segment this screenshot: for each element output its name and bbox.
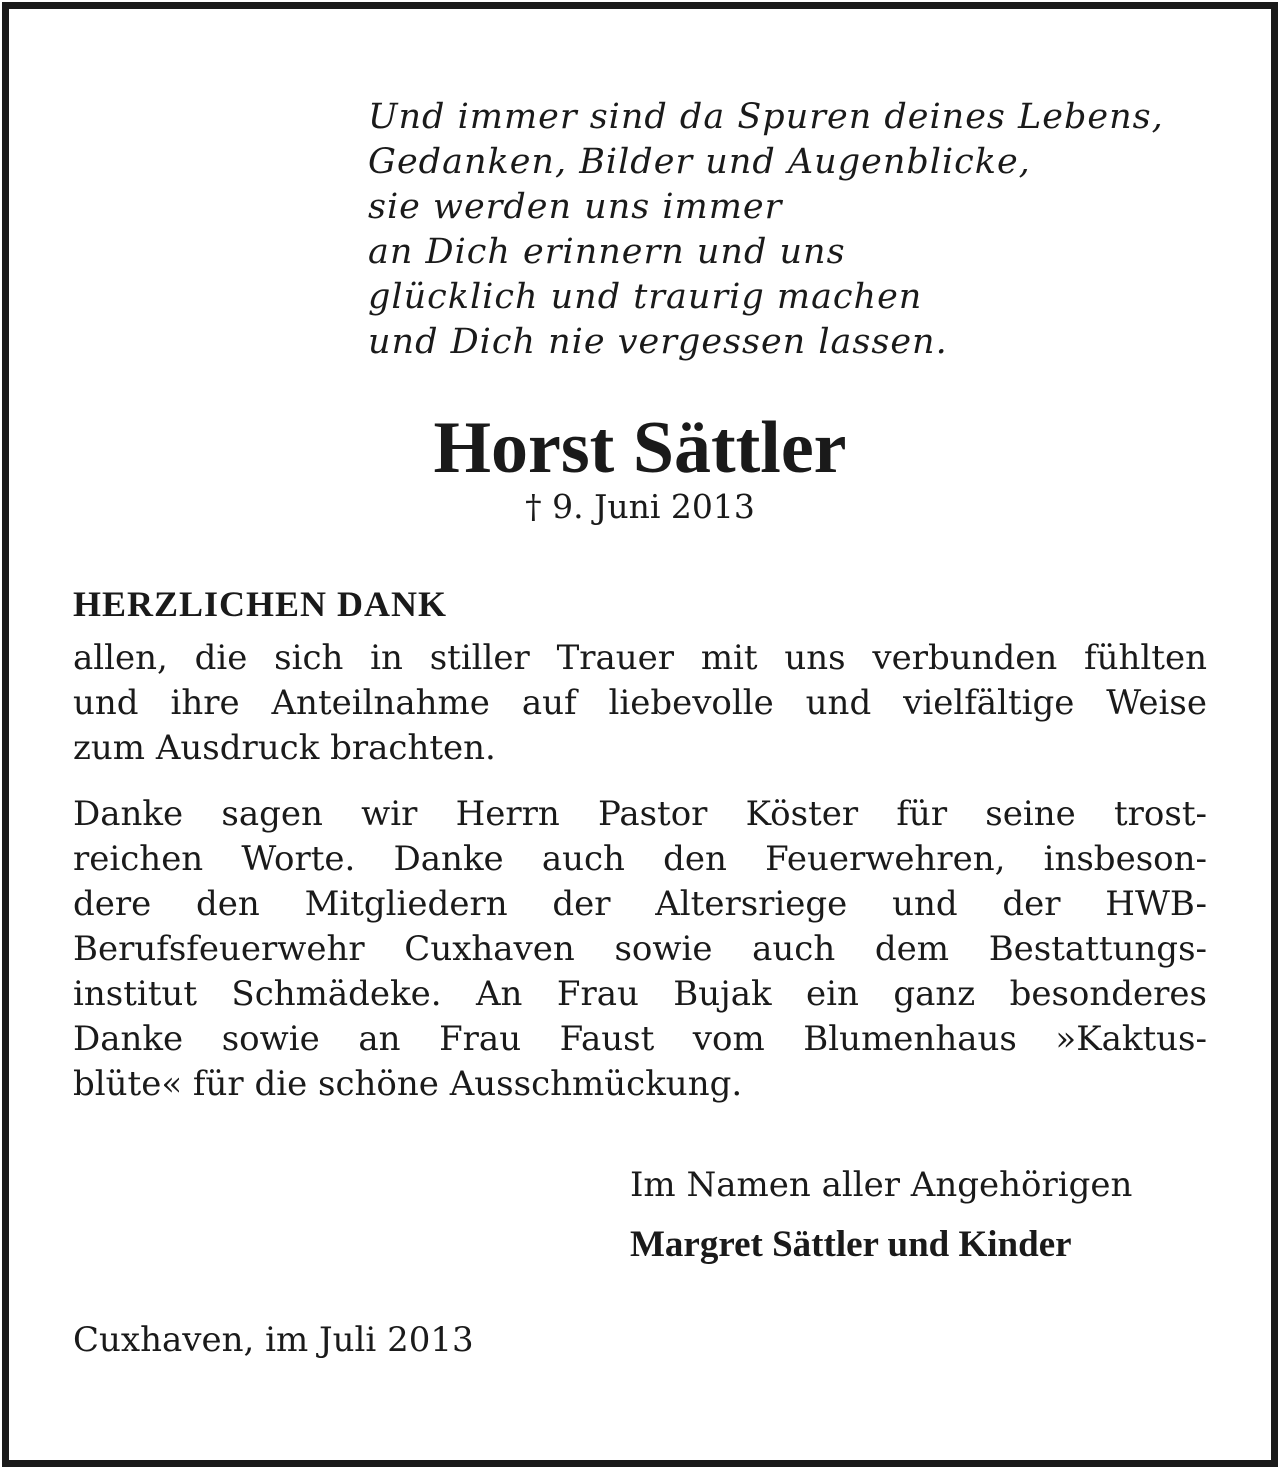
signature-names: Margret Sättler und Kinder: [630, 1224, 1072, 1265]
paragraph-line: Danke sagen wir Herrn Pastor Köster für seine trost-: [73, 794, 1207, 834]
paragraph-line: allen, die sich in stiller Trauer mit uns verbunden fühlten: [73, 638, 1207, 678]
paragraph-line: blüte« für die schöne Ausschmückung.: [73, 1064, 743, 1104]
paragraph-line: reichen Worte. Danke auch den Feuerwehren, insbeson-: [73, 839, 1207, 879]
poem-line: und Dich nie vergessen lassen.: [368, 322, 948, 362]
paragraph-line: und ihre Anteilnahme auf liebevolle und vielfältige Weise: [73, 683, 1207, 723]
thanks-paragraph-2: [73, 792, 1207, 1107]
paragraph-line: zum Ausdruck brachten.: [73, 728, 496, 768]
poem-line: Gedanken, Bilder und Augenblicke,: [368, 142, 1031, 182]
paragraph-line: Berufsfeuerwehr Cuxhaven sowie auch dem Bestattungs-: [73, 929, 1207, 969]
thanks-paragraph-1: [73, 636, 1207, 771]
poem-line: Und immer sind da Spuren deines Lebens,: [368, 97, 1164, 137]
thanks-heading: HERZLICHEN DANK: [73, 584, 448, 624]
place-date: Cuxhaven, im Juli 2013: [73, 1320, 474, 1360]
paragraph-line: dere den Mitgliedern der Altersriege und der HWB-: [73, 884, 1207, 924]
poem-line: glücklich und traurig machen: [368, 277, 923, 317]
deceased-name: Horst Sättler: [433, 407, 847, 489]
poem-line: sie werden uns immer: [368, 187, 783, 227]
paragraph-line: institut Schmädeke. An Frau Bujak ein ganz besonderes: [73, 974, 1207, 1014]
paragraph-line: Danke sowie an Frau Faust vom Blumenhaus »Kaktus-: [73, 1019, 1207, 1059]
poem-line: an Dich erinnern und uns: [368, 232, 846, 272]
memorial-poem: [368, 95, 1164, 365]
signature-prefix: Im Namen aller Angehörigen: [630, 1165, 1133, 1205]
death-date: † 9. Juni 2013: [525, 487, 755, 526]
